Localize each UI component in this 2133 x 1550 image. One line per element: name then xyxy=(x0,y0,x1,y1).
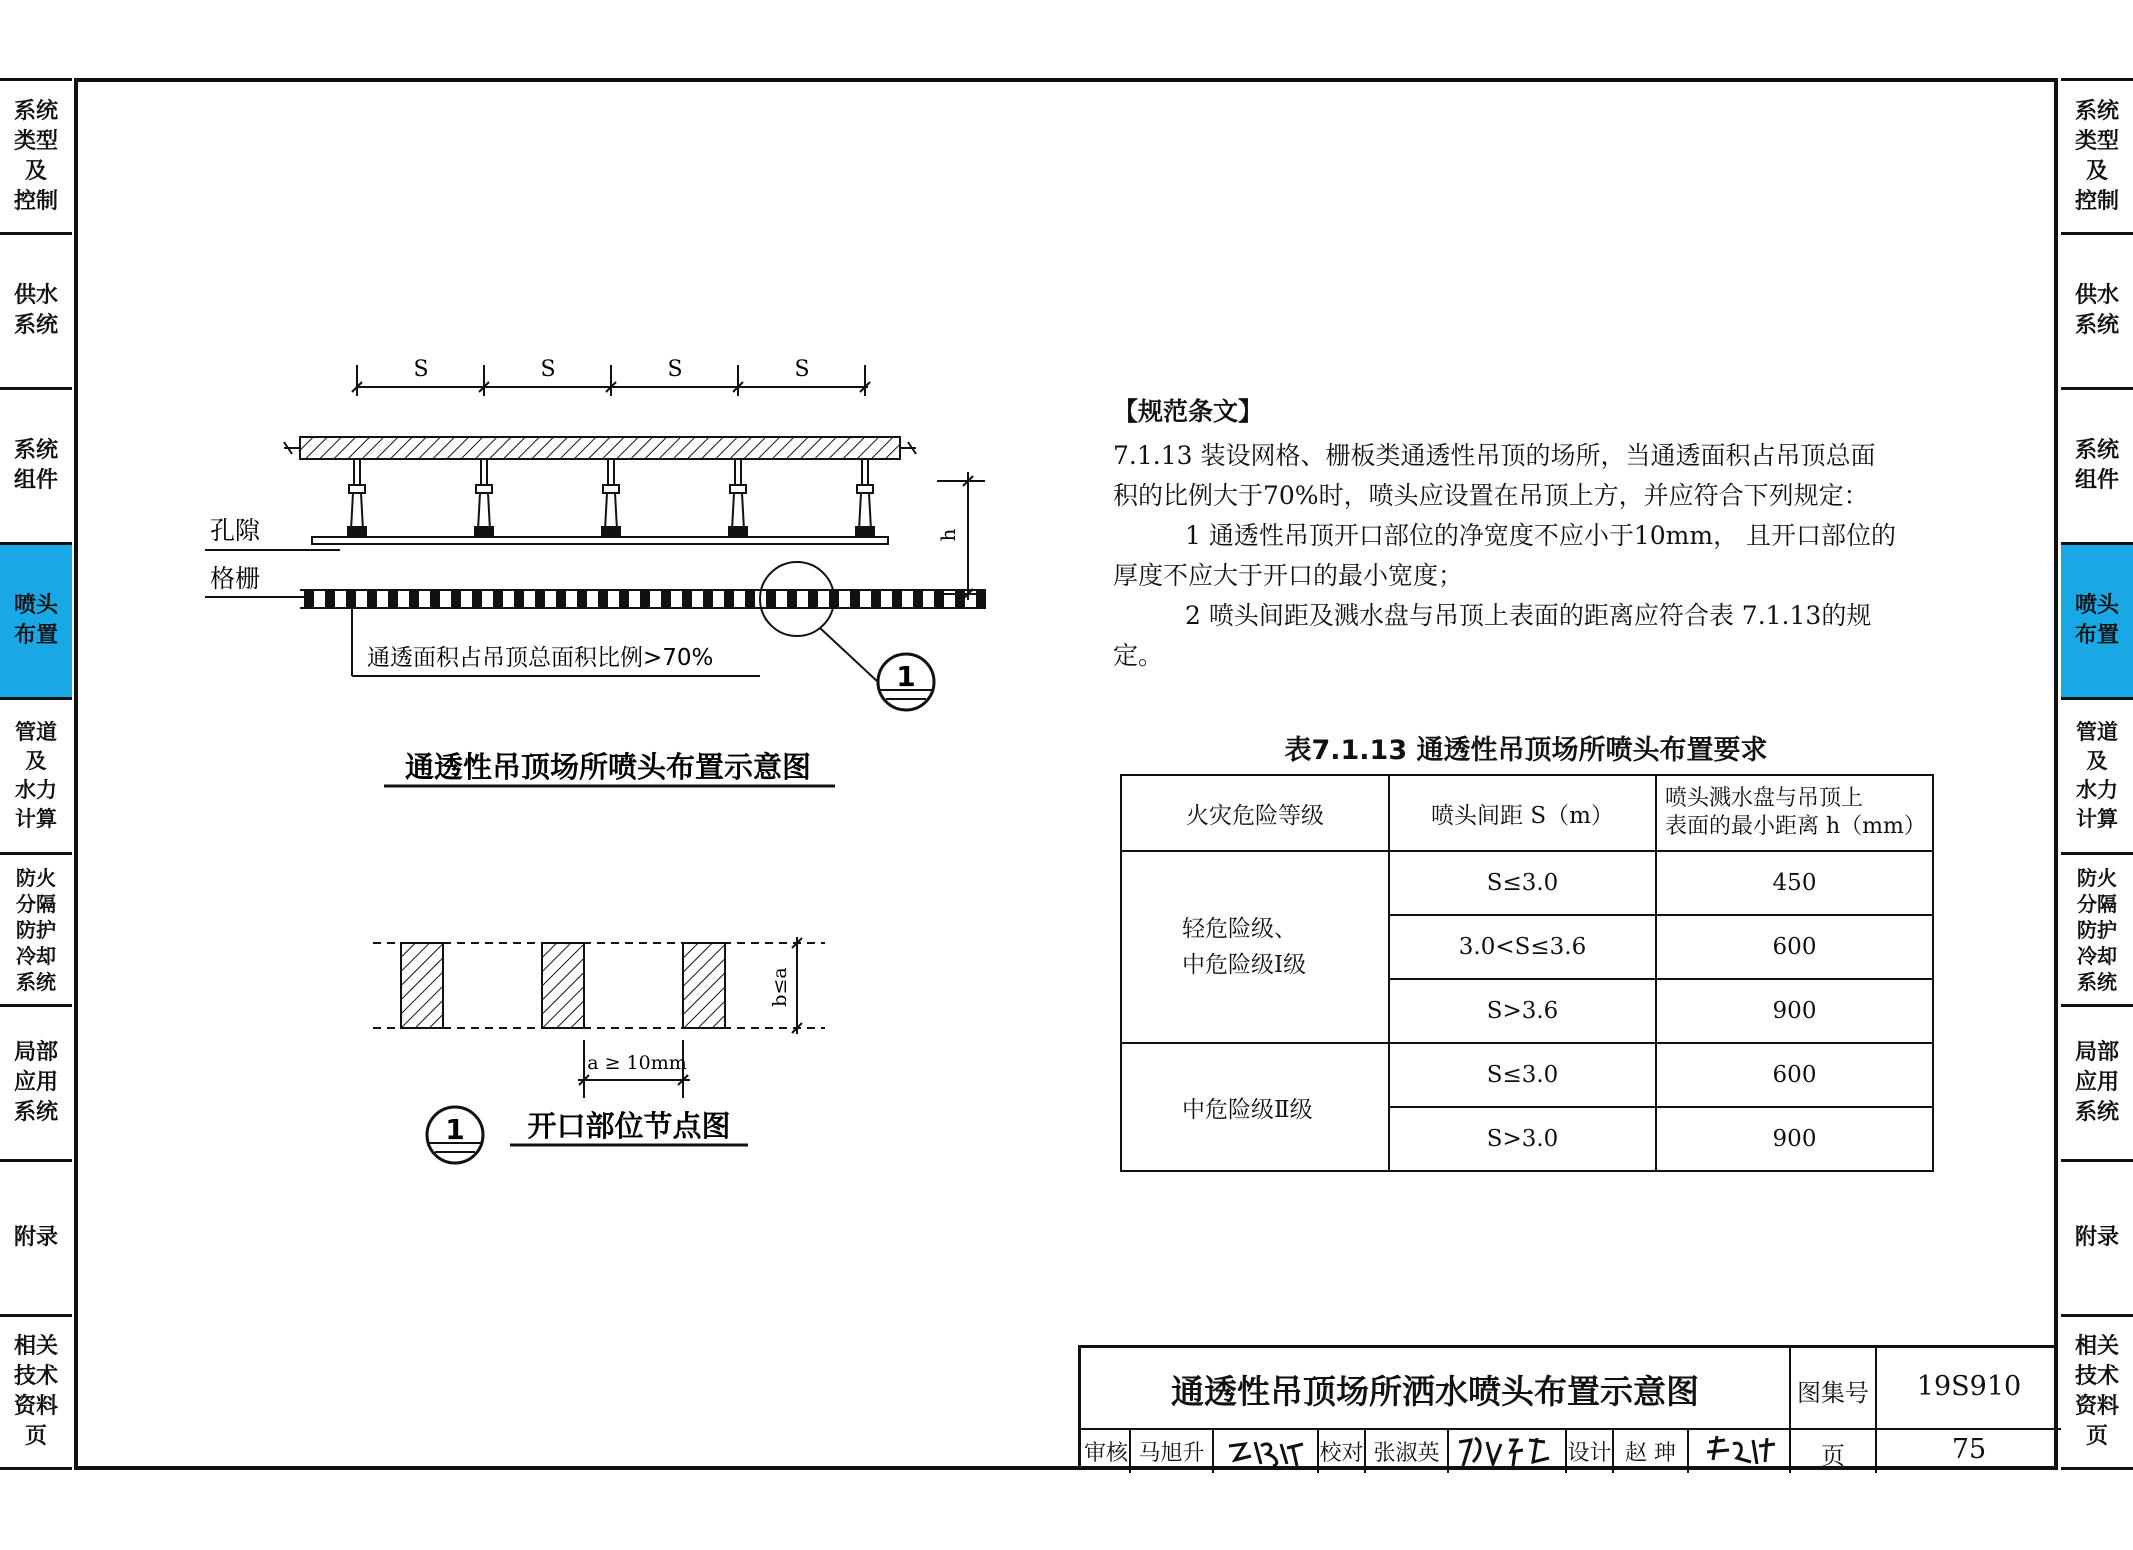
title-block-divider xyxy=(1081,1428,2061,1430)
grille-ceiling xyxy=(300,590,986,608)
sprinkler-heads xyxy=(348,459,874,537)
designer-name: 赵 珅 xyxy=(1625,1441,1676,1466)
detail-marker-number: 1 xyxy=(445,1113,465,1146)
spec-line: 2 喷头间距及溅水盘与吊顶上表面的距离应符合表 7.1.13的规 xyxy=(1185,601,1872,630)
table-cell: 600 xyxy=(1656,915,1933,979)
reviewer-signature xyxy=(1221,1434,1311,1470)
sprinkler-head xyxy=(602,459,620,537)
drawing-title: 通透性吊顶场所洒水喷头布置示意图 xyxy=(1171,1372,1699,1411)
review-label: 审核 xyxy=(1083,1441,1128,1466)
spacing-label: S xyxy=(794,357,810,382)
design-label: 设计 xyxy=(1567,1441,1612,1466)
side-tab-label: 防火 分隔 防护 冷却 系统 xyxy=(16,865,56,994)
sprinkler-head xyxy=(856,459,874,537)
table-cell: 450 xyxy=(1656,851,1933,915)
requirements-table xyxy=(1120,774,1934,1172)
spec-line: 7.1.13 装设网格、栅板类通透性吊顶的场所，当通透面积占吊顶总面 xyxy=(1113,441,1876,470)
designer-signature xyxy=(1695,1432,1785,1470)
check-label: 校对 xyxy=(1319,1441,1364,1466)
side-tab-label: 管道 及 水力 计算 xyxy=(2076,720,2118,831)
table-cell: 900 xyxy=(1656,979,1933,1043)
title-block-divider xyxy=(1687,1428,1689,1473)
side-tab-label: 附录 xyxy=(13,1225,58,1250)
side-tab-label: 系统 类型 及 控制 xyxy=(2074,98,2119,214)
spacing-label: S xyxy=(540,357,556,382)
title-block xyxy=(1078,1345,2058,1470)
checker-name: 张淑英 xyxy=(1373,1441,1440,1466)
table-title: 表7.1.13 通透性吊顶场所喷头布置要求 xyxy=(1284,735,1768,766)
side-tab-label: 相关 技术 资料 页 xyxy=(13,1334,58,1449)
opening-width-label: a ≥ 10mm xyxy=(587,1052,687,1074)
reviewer-name: 马旭升 xyxy=(1138,1441,1205,1466)
checker-signature xyxy=(1453,1432,1561,1470)
table-row xyxy=(1121,851,1933,915)
side-tab-label: 附录 xyxy=(2074,1225,2119,1250)
table-cell: S≤3.0 xyxy=(1389,851,1656,915)
sprinkler-head xyxy=(348,459,366,537)
detail-leader-line xyxy=(820,628,878,682)
spec-line: 积的比例大于70%时，喷头应设置在吊顶上方，并应符合下列规定： xyxy=(1113,481,1869,510)
side-tab-label: 喷头 布置 xyxy=(13,593,58,648)
side-tab-label: 供水 系统 xyxy=(13,283,58,338)
side-tab-label: 防火 分隔 防护 冷却 系统 xyxy=(2077,865,2117,994)
hazard-level-cell: 轻危险级、 中危险级Ⅰ级 xyxy=(1121,851,1389,1043)
side-tab-label: 系统 组件 xyxy=(13,438,58,493)
detail-diagram-caption: 开口部位节点图 xyxy=(527,1109,731,1143)
side-tab-label: 系统 类型 及 控制 xyxy=(13,98,58,214)
spec-line: 1 通透性吊顶开口部位的净宽度不应小于10mm， 且开口部位的 xyxy=(1185,521,1897,550)
table-header-cell: 火灾危险等级 xyxy=(1121,775,1389,851)
table-cell: S>3.0 xyxy=(1389,1107,1656,1171)
side-tab-label: 供水 系统 xyxy=(2074,283,2119,338)
hazard-level-cell: 中危险级Ⅱ级 xyxy=(1121,1043,1389,1171)
title-block-divider xyxy=(1447,1428,1449,1473)
side-tab-label: 局部 应用 系统 xyxy=(2074,1040,2119,1125)
sprinkler-head xyxy=(729,459,747,537)
spec-line: 定。 xyxy=(1113,641,1164,670)
title-block-divider xyxy=(1212,1428,1214,1473)
side-tab-label: 喷头 布置 xyxy=(2074,593,2119,648)
height-label: h xyxy=(936,528,960,542)
side-tab-label: 管道 及 水力 计算 xyxy=(15,720,57,831)
spacing-label: S xyxy=(413,357,429,382)
spacing-label: S xyxy=(667,357,683,382)
spec-line: 厚度不应大于开口的最小宽度； xyxy=(1113,561,1464,590)
top-diagram-caption: 通透性吊顶场所喷头布置示意图 xyxy=(404,750,812,784)
page-label: 页 xyxy=(1821,1442,1845,1470)
side-tab-label: 系统 组件 xyxy=(2074,438,2119,493)
table-cell: 900 xyxy=(1656,1107,1933,1171)
table-cell: 3.0<S≤3.6 xyxy=(1389,915,1656,979)
table-row xyxy=(1121,1043,1933,1107)
table-cell: S>3.6 xyxy=(1389,979,1656,1043)
table-cell: 600 xyxy=(1656,1043,1933,1107)
ratio-note: 通透面积占吊顶总面积比例>70% xyxy=(367,645,714,671)
sprinkler-head xyxy=(475,459,493,537)
side-tab-label: 相关 技术 资料 页 xyxy=(2074,1334,2119,1449)
branch-pipe xyxy=(312,537,888,544)
table-header-cell: 喷头间距 S（m） xyxy=(1389,775,1656,851)
page-number: 75 xyxy=(1951,1434,1987,1465)
gap-label: 孔隙 xyxy=(210,516,261,545)
atlas-number-label: 图集号 xyxy=(1797,1379,1869,1407)
side-tab-label: 局部 应用 系统 xyxy=(13,1040,58,1125)
table-header-cell: 喷头溅水盘与吊顶上 表面的最小距离 h（mm） xyxy=(1656,775,1933,851)
table-header-row xyxy=(1121,775,1933,851)
grille-label: 格栅 xyxy=(210,564,261,593)
detail-marker-number: 1 xyxy=(896,660,916,693)
structural-slab xyxy=(284,437,916,459)
thickness-label: b≤a xyxy=(769,967,791,1007)
spacing-dimension xyxy=(352,365,870,396)
spec-heading: 【规范条文】 xyxy=(1113,397,1264,426)
atlas-number: 19S910 xyxy=(1916,1371,2022,1402)
table-cell: S≤3.0 xyxy=(1389,1043,1656,1107)
